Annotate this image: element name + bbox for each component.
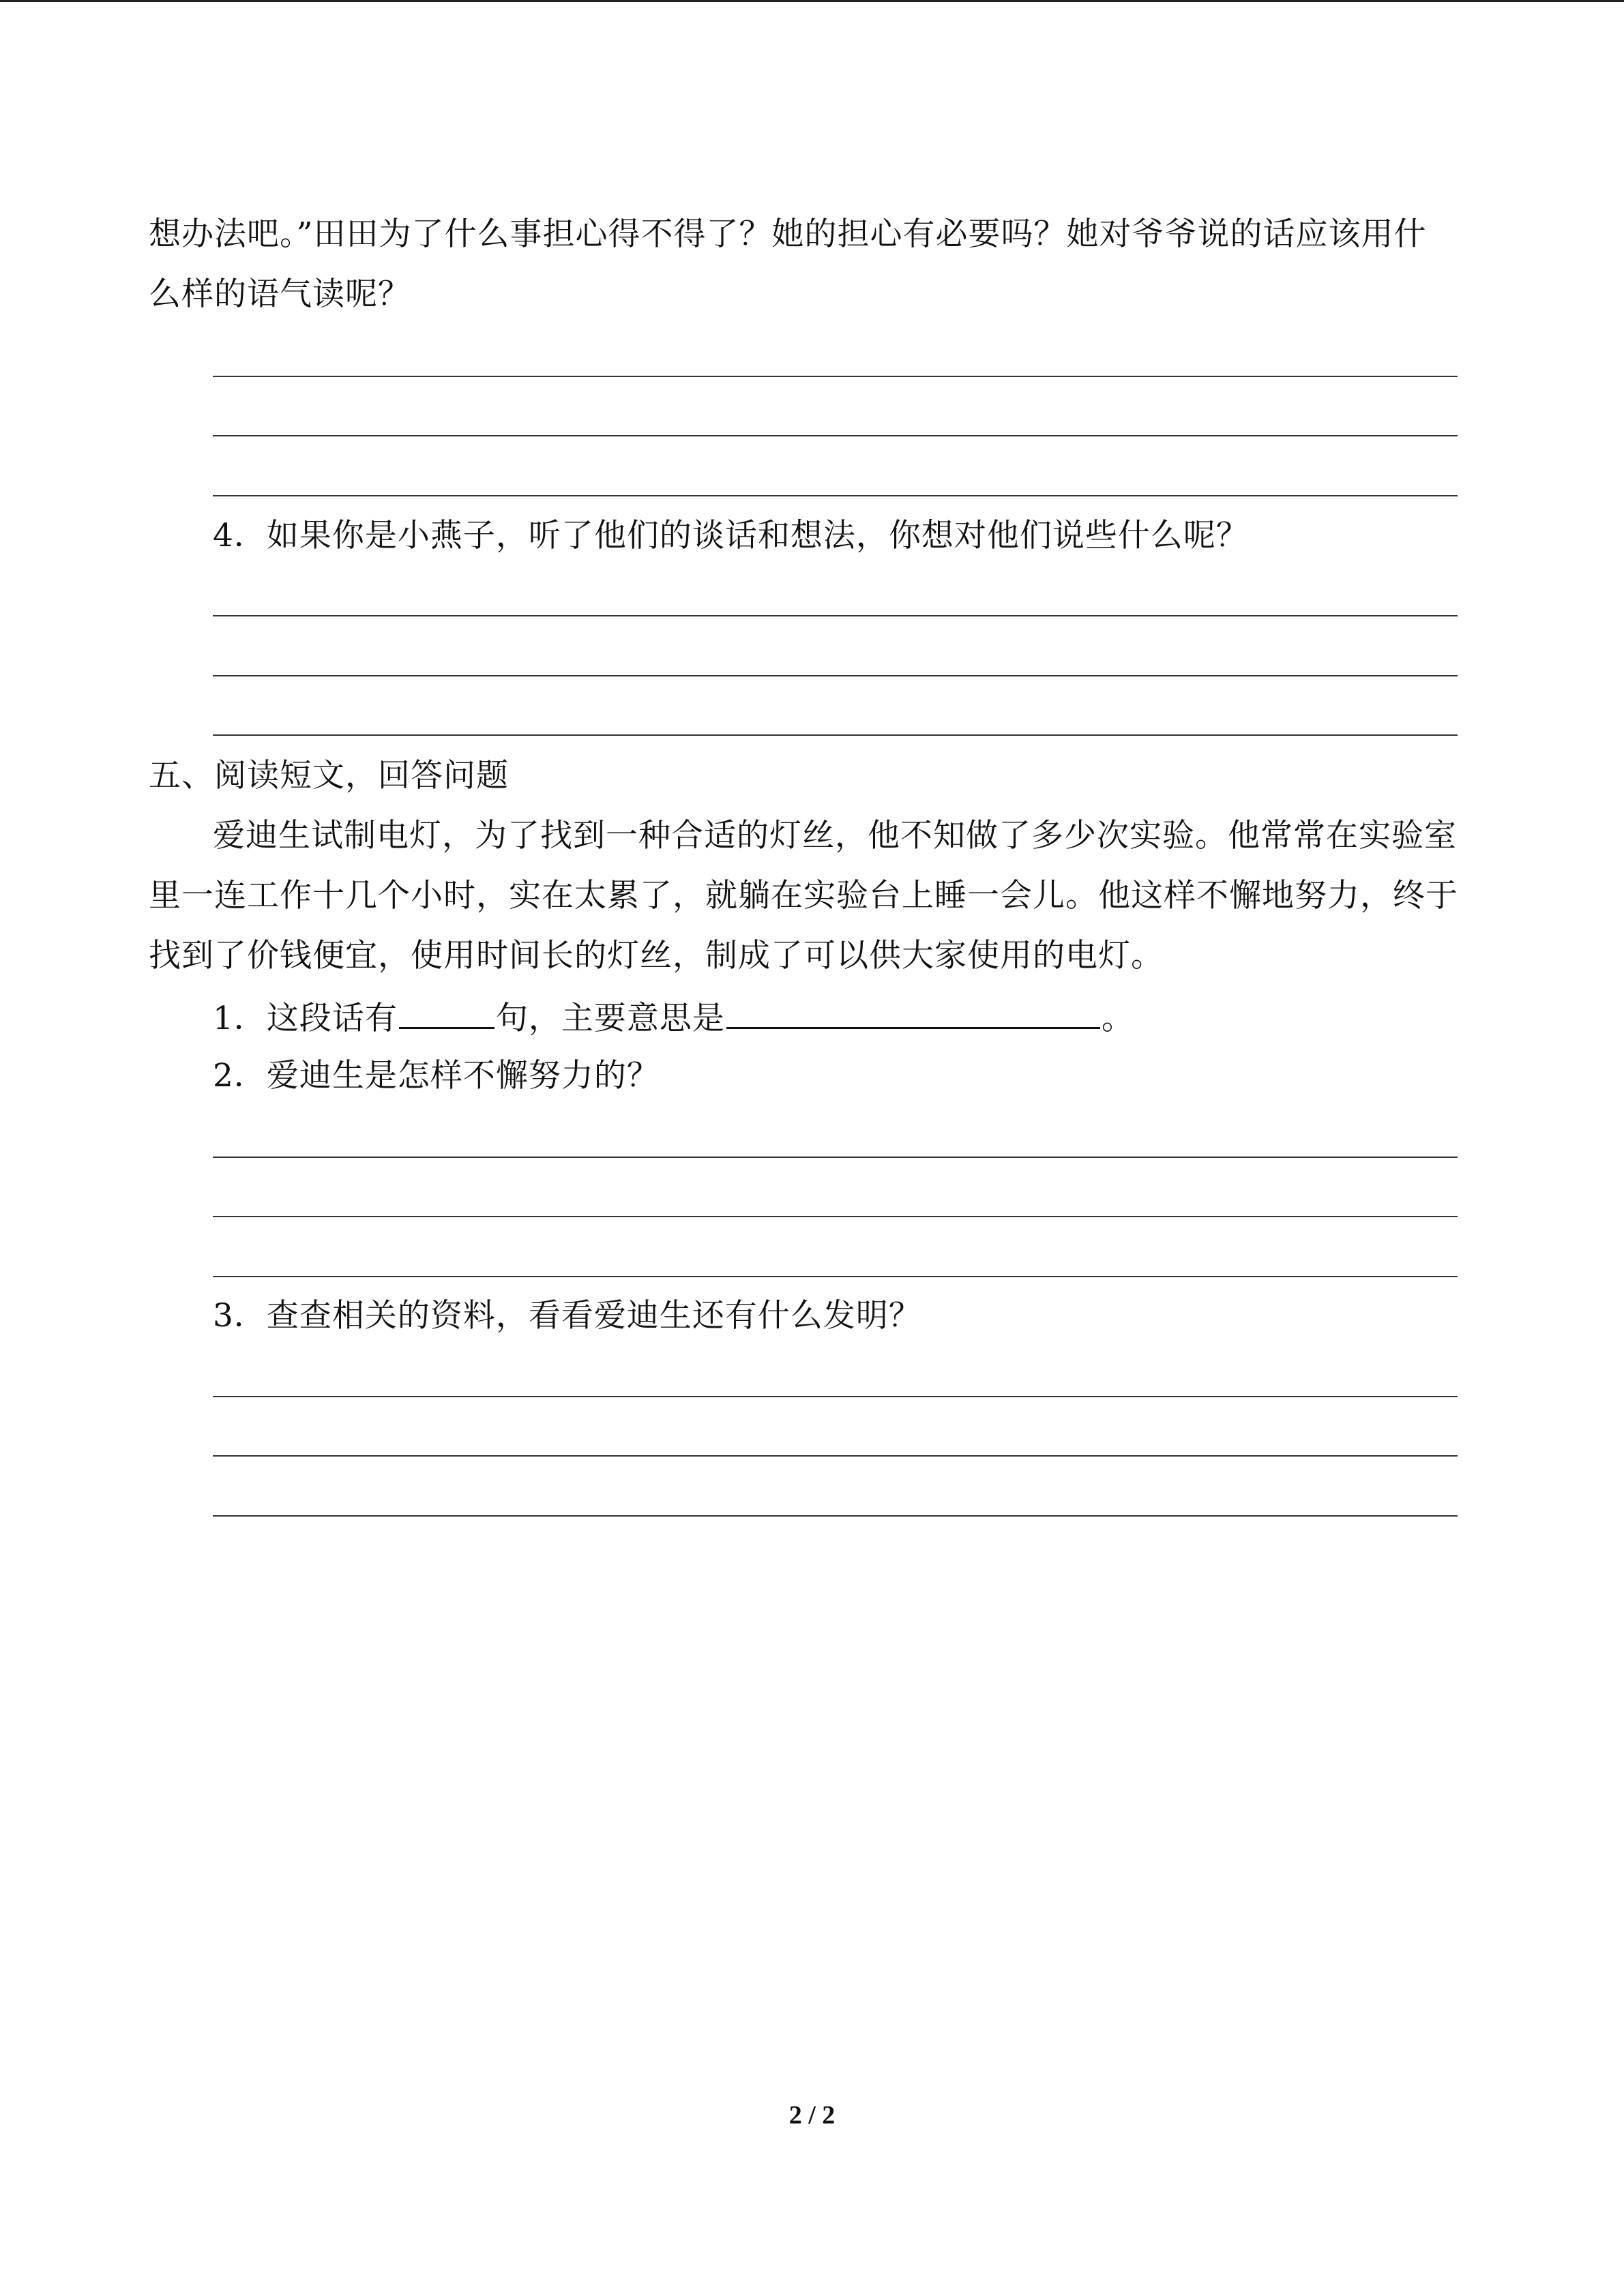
answer-line[interactable] [213, 1396, 1458, 1397]
answer-line[interactable] [213, 1276, 1458, 1277]
question-3: 3．查查相关的资料，看看爱迪生还有什么发明？ [213, 1297, 921, 1335]
answer-line[interactable] [213, 615, 1458, 616]
answer-line[interactable] [213, 495, 1458, 496]
answer-line[interactable] [213, 734, 1458, 736]
question-4: 4．如果你是小燕子，听了他们的谈话和想法，你想对他们说些什么呢？ [213, 517, 1249, 554]
answer-line[interactable] [213, 435, 1458, 436]
question-1-middle: 句，主要意思是 [495, 1000, 725, 1037]
page-number: 2 / 2 [788, 2101, 836, 2130]
continuation-line-1: 想办法吧。”田田为了什么事担心得不得了？她的担心有必要吗？她对爷爷说的话应该用什 [149, 215, 1427, 253]
answer-line[interactable] [213, 376, 1458, 377]
continuation-line-2: 么样的语气读呢？ [149, 275, 411, 313]
question-1-suffix: 。 [1101, 1000, 1134, 1037]
answer-line[interactable] [213, 675, 1458, 676]
passage-line-2: 里一连工作十几个小时，实在太累了，就躺在实验台上睡一会儿。他这样不懈地努力，终于 [149, 877, 1458, 914]
answer-line[interactable] [213, 1216, 1458, 1217]
answer-line[interactable] [213, 1515, 1458, 1517]
top-border [0, 0, 1624, 2]
question-2: 2．爱迪生是怎样不懈努力的？ [213, 1057, 660, 1094]
question-1 [213, 996, 1134, 1039]
sentence-count-blank[interactable] [399, 996, 494, 1029]
answer-line[interactable] [213, 1455, 1458, 1457]
main-idea-blank[interactable] [726, 996, 1100, 1029]
passage-line-3: 找到了价钱便宜，使用时间长的灯丝，制成了可以供大家使用的电灯。 [149, 937, 1164, 974]
answer-line[interactable] [213, 1157, 1458, 1158]
question-1-prefix: 1．这段话有 [213, 1000, 398, 1037]
passage-line-1: 爱迪生试制电灯，为了找到一种合适的灯丝，他不知做了多少次实验。他常常在实验室 [213, 817, 1457, 854]
section-5-heading: 五、阅读短文，回答问题 [149, 757, 509, 794]
